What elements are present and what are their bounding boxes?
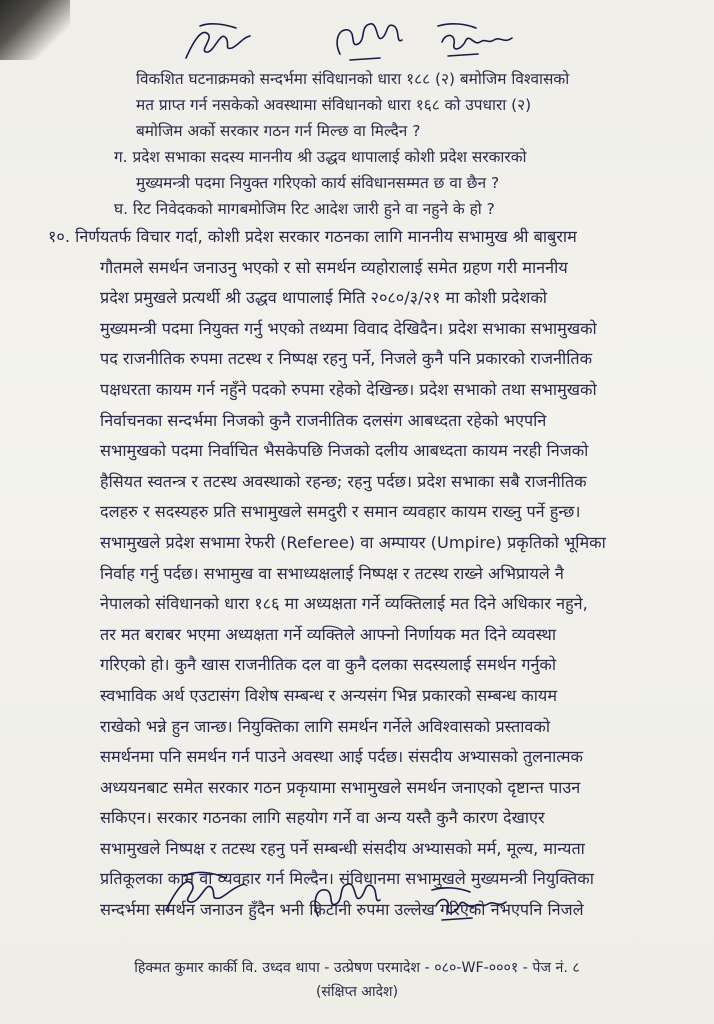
text-line: मत प्राप्त गर्न नसकेको अवस्थामा संविधानको धारा १६८ को उपधारा (२) — [136, 96, 532, 114]
question-gha: घ. रिट निवेदकको मागबमोजिम रिट आदेश जारी हुने वा नहुने के हो ? — [114, 200, 495, 218]
text-line: समर्थनमा पनि समर्थन गर्न पाउने अवस्था आई पर्दछ। संसदीय अभ्यासको तुलनात्मक — [100, 747, 583, 767]
questions-block — [48, 66, 678, 222]
text-line: पक्षधरता कायम गर्न नहुँने पदको रुपमा रहेको देखिन्छ। प्रदेश सभाको तथा सभामुखको — [100, 379, 597, 399]
top-signatures — [0, 8, 714, 68]
text-line: अध्ययनबाट समेत सरकार गठन प्रकृयामा सभामुखले समर्थन जनाएको दृष्टान्त पाउन — [100, 777, 581, 797]
signature-1-top — [180, 20, 260, 66]
text-line: स्वभाविक अर्थ एउटासंग विशेष सम्बन्ध र अन्यसंग भिन्न प्रकारको सम्बन्ध कायम — [100, 685, 557, 705]
text-line: गौतमले समर्थन जनाउनु भएको र सो समर्थन व्यहोरालाई समेत ग्रहण गरी माननीय — [100, 257, 568, 277]
text-line: तर मत बराबर भएमा अध्यक्षता गर्ने व्यक्तिले आफ्नो निर्णायक मत दिने व्यवस्था — [100, 624, 557, 644]
text-line: सभामुखले निष्पक्ष र तटस्थ रहनु पर्ने सम्बन्धी संसदीय अभ्यासको मर्म, मूल्य, मान्यता — [100, 838, 585, 858]
signature-1-bottom — [160, 868, 250, 918]
text-line: सभामुखको पदमा निर्वाचित भैसकेपछि निजको दलीय आबध्दता कायम नरही निजको — [100, 441, 589, 461]
text-line: निर्वाह गर्नु पर्दछ। सभामुख वा सभाध्यक्षलाई निष्पक्ष र तटस्थ राख्ने अभिप्रायले नै — [100, 563, 564, 583]
text-line: पद राजनीतिक रुपमा तटस्थ र निष्पक्ष रहनु पर्ने, निजले कुनै पनि प्रकारको राजनीतिक — [100, 349, 593, 369]
text-line: मुख्यमन्त्री पदमा नियुक्त गरिएको कार्य संविधानसम्मत छ वा छैन ? — [136, 174, 500, 192]
text-line: बमोजिम अर्को सरकार गठन गर्न मिल्छ वा मिल्दैन ? — [136, 122, 421, 140]
text-line: सकिएन। सरकार गठनका लागि सहयोग गर्ने वा अन्य यस्तै कुनै कारण देखाएर — [100, 808, 545, 828]
footer-caption: हिक्मत कुमार कार्की वि. उध्दव थापा - उत्प्रेषण परमादेश - ०८०-WF-०००१ - पेज नं. ८ — [134, 960, 580, 976]
signature-2-top — [330, 14, 410, 66]
page-footer — [0, 956, 714, 1004]
text-line: सन्दर्भमा समर्थन जनाउन हुँदैन भनी किटानी रुपमा उल्लेख गरिएको नभएपनि निजले — [100, 900, 584, 920]
text-line: निर्वाचनका सन्दर्भमा निजको कुनै राजनीतिक दलसंग आबध्दता रहेको भएपनि — [100, 410, 547, 430]
bottom-signatures — [0, 868, 714, 928]
text-line: सभामुखले प्रदेश सभामा रेफरी (Referee) वा अम्पायर (Umpire) प्रकृतिको भूमिका — [100, 532, 606, 552]
text-line: गरिएको हो। कुनै खास राजनीतिक दल वा कुनै दलका सदस्यलाई समर्थन गर्नुको — [100, 655, 557, 675]
text-line: दलहरु र सदस्यहरु प्रति सभामुखले समदुरी र समान व्यवहार कायम राख्नु पर्ने हुन्छ। — [100, 502, 581, 522]
signature-3-bottom — [426, 880, 512, 928]
text-line: राखेको भन्ने हुन जान्छ। नियुक्तिका लागि समर्थन गर्नेले अविश्वासको प्रस्तावको — [100, 716, 551, 736]
signature-3-top — [432, 16, 518, 64]
signature-2-bottom — [308, 872, 388, 928]
text-line: प्रदेश प्रमुखले प्रत्यर्थी श्री उद्धव थापालाई मिति २०८०/३/२१ मा कोशी प्रदेशको — [100, 288, 547, 308]
text-line: मुख्यमन्त्री पदमा नियुक्त गर्नु भएको तथ्यमा विवाद देखिदैन। प्रदेश सभाका सभामुखको — [100, 318, 597, 338]
paragraph-10-first-line: १०. निर्णयतर्फ विचार गर्दा, कोशी प्रदेश सरकार गठनका लागि माननीय सभामुख श्री बाबुराम — [48, 227, 577, 246]
document-body — [48, 66, 678, 926]
text-line: हैसियत स्वतन्त्र र तटस्थ अवस्थाको रहन्छ; रहनु पर्दछ। प्रदेश सभाका सबै राजनीतिक — [100, 471, 587, 491]
question-ga: ग. प्रदेश सभाका सदस्य माननीय श्री उद्धव थापालाई कोशी प्रदेश सरकारको — [114, 148, 527, 166]
paragraph-10 — [48, 222, 678, 926]
text-line: विकशित घटनाक्रमको सन्दर्भमा संविधानको धारा १८८ (२) बमोजिम विश्वासको — [136, 70, 570, 88]
text-line: नेपालको संविधानको धारा १८६ मा अध्यक्षता गर्ने व्यक्तिलाई मत दिने अधिकार नहुने, — [100, 594, 588, 614]
text-line: प्रतिकूलका काम वा व्यवहार गर्न मिल्दैन। संविधानमा सभामुखले मुख्यमन्त्री नियुक्तिका — [100, 869, 594, 889]
footer-subcaption: (संक्षिप्त आदेश) — [315, 984, 399, 1000]
